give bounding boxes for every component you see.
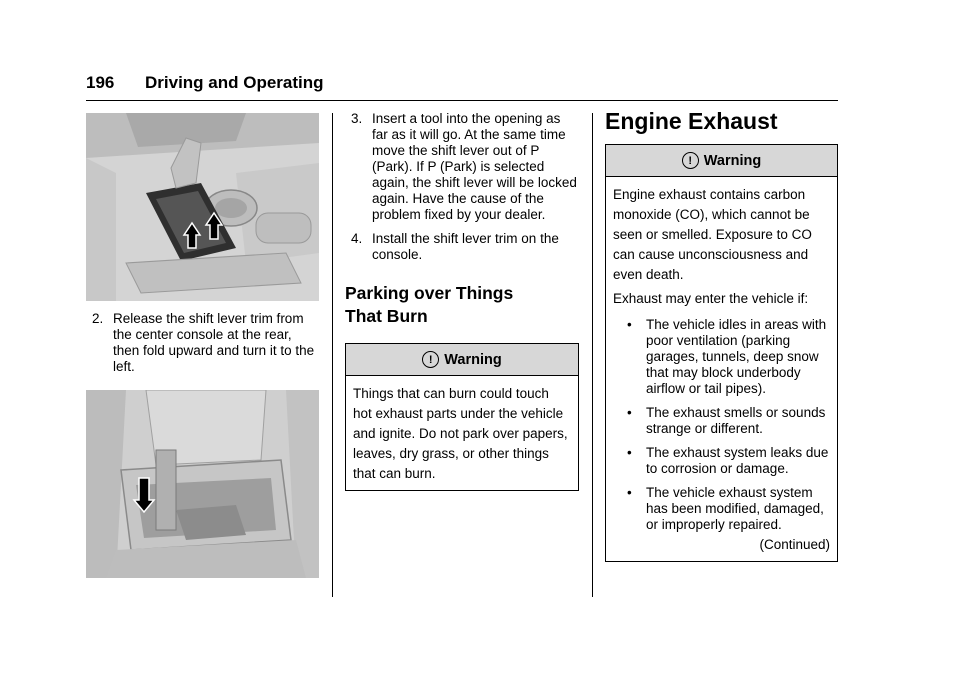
bullet-text: The exhaust system leaks due to corrosion or damage. — [646, 445, 829, 476]
section-title: Driving and Operating — [145, 73, 324, 92]
bullet-text: The vehicle exhaust system has been modified, damaged, or improperly repaired. — [646, 485, 824, 532]
exhaust-warning-box — [605, 144, 838, 562]
bullet-marker: • — [627, 405, 632, 420]
step-number: 4. — [351, 231, 363, 246]
exclamation-circle-icon: ! — [422, 351, 439, 368]
warning-header — [346, 344, 578, 376]
column-divider-right — [592, 113, 593, 597]
step-2 — [86, 311, 319, 375]
step-number: 2. — [92, 311, 104, 326]
warning-body — [606, 177, 837, 561]
column-divider-left — [332, 113, 333, 597]
warning-header — [606, 145, 837, 177]
engine-exhaust-heading: Engine Exhaust — [605, 108, 778, 134]
shift-lever-trim-illustration — [86, 113, 319, 301]
continued-label: (Continued) — [759, 537, 830, 552]
bullet-text: The vehicle idles in areas with poor ventilation (parking garages, tunnels, deep snow that may block underbody airflow or tail pipes). — [646, 317, 827, 396]
page-number: 196 — [86, 73, 115, 92]
warning-title: Warning — [703, 152, 762, 169]
list-item — [613, 317, 830, 397]
console-opening-illustration — [86, 390, 319, 578]
bullet-marker: • — [627, 485, 632, 500]
page-header — [86, 70, 838, 101]
warning-paragraph: Exhaust may enter the vehicle if: — [613, 291, 809, 306]
list-item — [613, 405, 830, 437]
bullet-marker: • — [627, 445, 632, 460]
step-text: Insert a tool into the opening as far as it will go. At the same time move the shift lever out of P (Park). If P (Park) is selected again, the shift lever will be locked again. Have the cause of the problem fixed by your dealer. — [372, 111, 577, 222]
step-number: 3. — [351, 111, 363, 126]
list-item — [613, 485, 830, 533]
bullet-marker: • — [627, 317, 632, 332]
parking-heading: Parking over Things That Burn — [345, 283, 514, 326]
warning-body — [346, 376, 578, 490]
list-item — [613, 445, 830, 477]
warning-text: Things that can burn could touch hot exhaust parts under the vehicle and ignite. Do not park over papers, leaves, dry grass, or other things that can burn. — [353, 386, 568, 481]
exclamation-circle-icon: ! — [682, 152, 699, 169]
bullet-text: The exhaust smells or sounds strange or different. — [646, 405, 826, 436]
warning-title: Warning — [444, 351, 502, 368]
step-text: Install the shift lever trim on the console. — [372, 231, 559, 262]
step-3 — [345, 111, 579, 223]
step-4 — [345, 231, 579, 263]
parking-warning-box — [345, 343, 579, 491]
step-text: Release the shift lever trim from the center console at the rear, then fold upward and turn it to the left. — [113, 311, 315, 374]
warning-paragraph: Engine exhaust contains carbon monoxide (CO), which cannot be seen or smelled. Exposure to CO can cause unconsciousness and even death. — [613, 187, 812, 282]
